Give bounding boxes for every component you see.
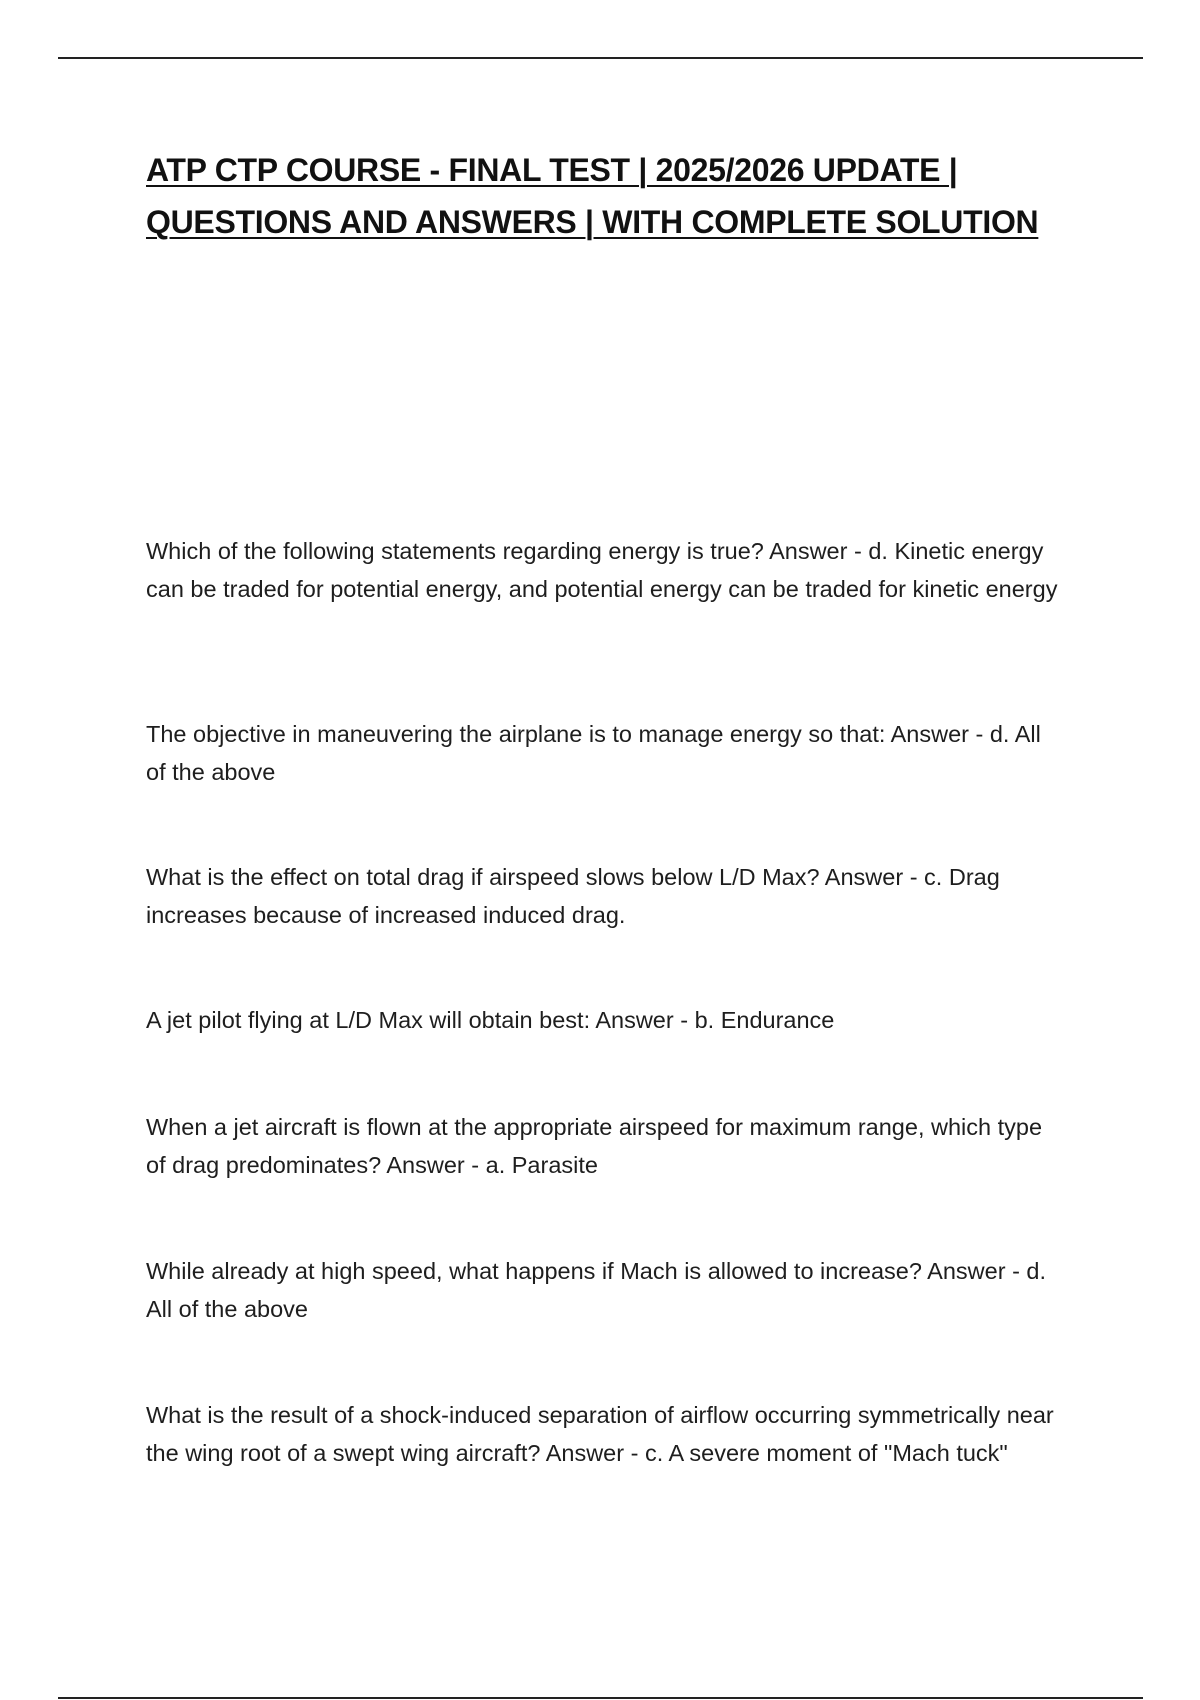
qa-item: What is the result of a shock-induced separation of airflow occurring symmetrically near the wing root of a swept wing aircraft? Answer - c. A severe moment of "Mach tuck" bbox=[146, 1402, 1054, 1466]
qa-item: What is the effect on total drag if airspeed slows below L/D Max? Answer - c. Drag increases because of increased induced drag. bbox=[146, 864, 1000, 928]
qa-item: A jet pilot flying at L/D Max will obtain best: Answer - b. Endurance bbox=[146, 1007, 835, 1033]
qa-item: When a jet aircraft is flown at the appropriate airspeed for maximum range, which type of drag predominates? Answer - a. Parasite bbox=[146, 1114, 1043, 1178]
qa-item: While already at high speed, what happens if Mach is allowed to increase? Answer - d. All of the above bbox=[146, 1258, 1047, 1322]
qa-item: Which of the following statements regarding energy is true? Answer - d. Kinetic energy can be traded for potential energy, and potential energy can be traded for kinetic energy bbox=[146, 538, 1058, 602]
qa-item: The objective in maneuvering the airplane is to manage energy so that: Answer - d. All of the above bbox=[146, 721, 1041, 785]
top-divider bbox=[58, 57, 1143, 59]
bottom-divider bbox=[58, 1697, 1143, 1699]
document-title: ATP CTP COURSE - FINAL TEST | 2025/2026 UPDATE | QUESTIONS AND ANSWERS | WITH COMPLETE SOLUTION bbox=[146, 152, 1039, 240]
